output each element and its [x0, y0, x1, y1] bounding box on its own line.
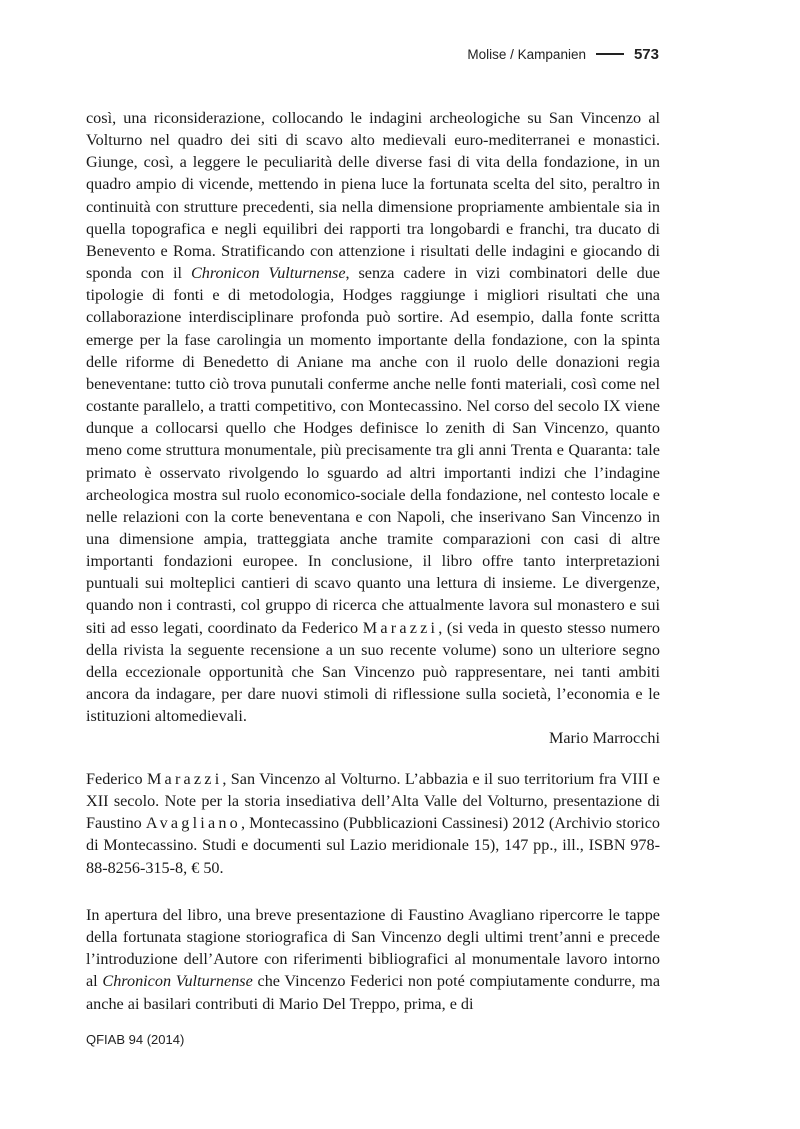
review-continuation — [86, 107, 660, 750]
italic-title: Chronicon Vulturnense — [190, 264, 346, 283]
page-number: 573 — [633, 45, 659, 63]
text-run: , senza cadere in vizi combinatori delle due tipologie di fonti e di metodologia, Hodges raggiunge i migliori risultati che una collaborazione interdisciplinare profonda può sortire. Ad esempio, dalla fonte scritta emerge per la fase carolingia un momento importante della fondazione, con la spinta delle riforme di Benedetto di Aniane ma anche con il ruolo delle donazioni regia beneventane: tutto ciò trova punutali conferme anche nelle fonti materiali, così come nel costante parallelo, a tratti competitivo, con Montecassino. Nel corso del secolo IX viene dunque a collocarsi quello che Hodges definisce lo zenith di San Vincenzo, quanto meno come struttura monumentale, più precisamente tra gli anni Trenta e Quaranta: tale primato è osservato rivolgendo lo sguardo ad altri importanti indizi che l’indagine archeologica mostra sul ruolo economico-sociale della fondazione, nel contesto locale e nelle relazioni con la corte beneventana e con Napoli, che inserivano San Vincenzo in una dimensione ampia, tratteggiata anche tramite comparazioni con casi di altre importanti fondazioni europee. In conclusione, il libro offre tanto interpretazioni puntuali sui molteplici cantieri di scavo quanto una lettura di insieme. Le divergenze, quando non i contrasti, col gruppo di ricerca che attualmente lavora sul monastero e sui siti ad esso legati, coordinato da Federico — [86, 264, 660, 637]
text-run: , (si veda in questo stesso numero della rivista la seguente recensione a un suo recente volume) sono un ulteriore segno della eccezionale opportunità che San Vincenzo può rappresentare, nei tanti ambiti ancora da indagare, per dare nuovi stimoli di riflessione sulla società, l’economia e le istituzioni altomedievali. — [86, 618, 660, 726]
review-body-paragraph — [86, 107, 660, 727]
spaced-author-name: Marazzi — [146, 770, 223, 788]
text-run: Federico — [86, 770, 147, 788]
header-rule — [596, 53, 624, 55]
italic-title: Chronicon Vulturnense — [102, 972, 253, 991]
running-header-section: Molise / Kampanien — [467, 46, 586, 62]
reviewer-signature: Mario Marrocchi — [548, 729, 660, 748]
text-run: , Montecassino (Pubblicazioni Cassinesi) 2012 (Archivio storico di Montecassino. Studi e documenti sul Lazio meridionale 15), 147 pp., ill., ISBN 978-88-8256-315-8, € 50. — [86, 814, 661, 877]
bibliographic-citation — [86, 768, 660, 879]
spaced-author-name: Avagliano — [145, 814, 241, 833]
text-run: , San Vincenzo al Volturno. L’abbazia e il suo territorium fra VIII e XII secolo. Note per la storia insediativa dell’Alta Valle del Volturno, presentazione di Faustino — [86, 770, 660, 833]
text-run: che Vincenzo Federici non poté compiutamente condurre, ma anche ai basilari contributi di Mario Del Treppo, prima, e di — [86, 972, 661, 1013]
journal-footer: QFIAB 94 (2014) — [86, 1032, 185, 1047]
review-body-paragraph — [86, 904, 660, 1015]
citation-paragraph — [86, 768, 660, 879]
spaced-author-name: Marazzi — [362, 618, 439, 637]
text-run: così, una riconsiderazione, collocando le indagini archeologiche su San Vincenzo al Volturno nel quadro dei siti di scavo alto medievali euro-mediterranei e monastici. Giunge, così, a leggere le peculiarità delle diverse fasi di vita della fondazione, in un quadro ampio di vicende, mettendo in piena luce la fortunata scelta del sito, peraltro in continuità con strutture precedenti, sia nella dimensione propriamente ambientale sia in quella topografica e negli equilibri dei rapporti tra longobardi e franchi, tra ducato di Benevento e Roma. Stratificando con attenzione i risultati delle indagini e giocando di sponda con il — [86, 109, 660, 283]
running-header — [86, 44, 659, 64]
review-body — [86, 904, 660, 1015]
text-run: In apertura del libro, una breve presentazione di Faustino Avagliano ripercorre le tappe della fortunata stagione storiografica di San Vincenzo degli ultimi trent’anni e precede l’introduzione dell’Autore con riferimenti bibliografici al monumentale lavoro intorno al — [86, 906, 660, 991]
